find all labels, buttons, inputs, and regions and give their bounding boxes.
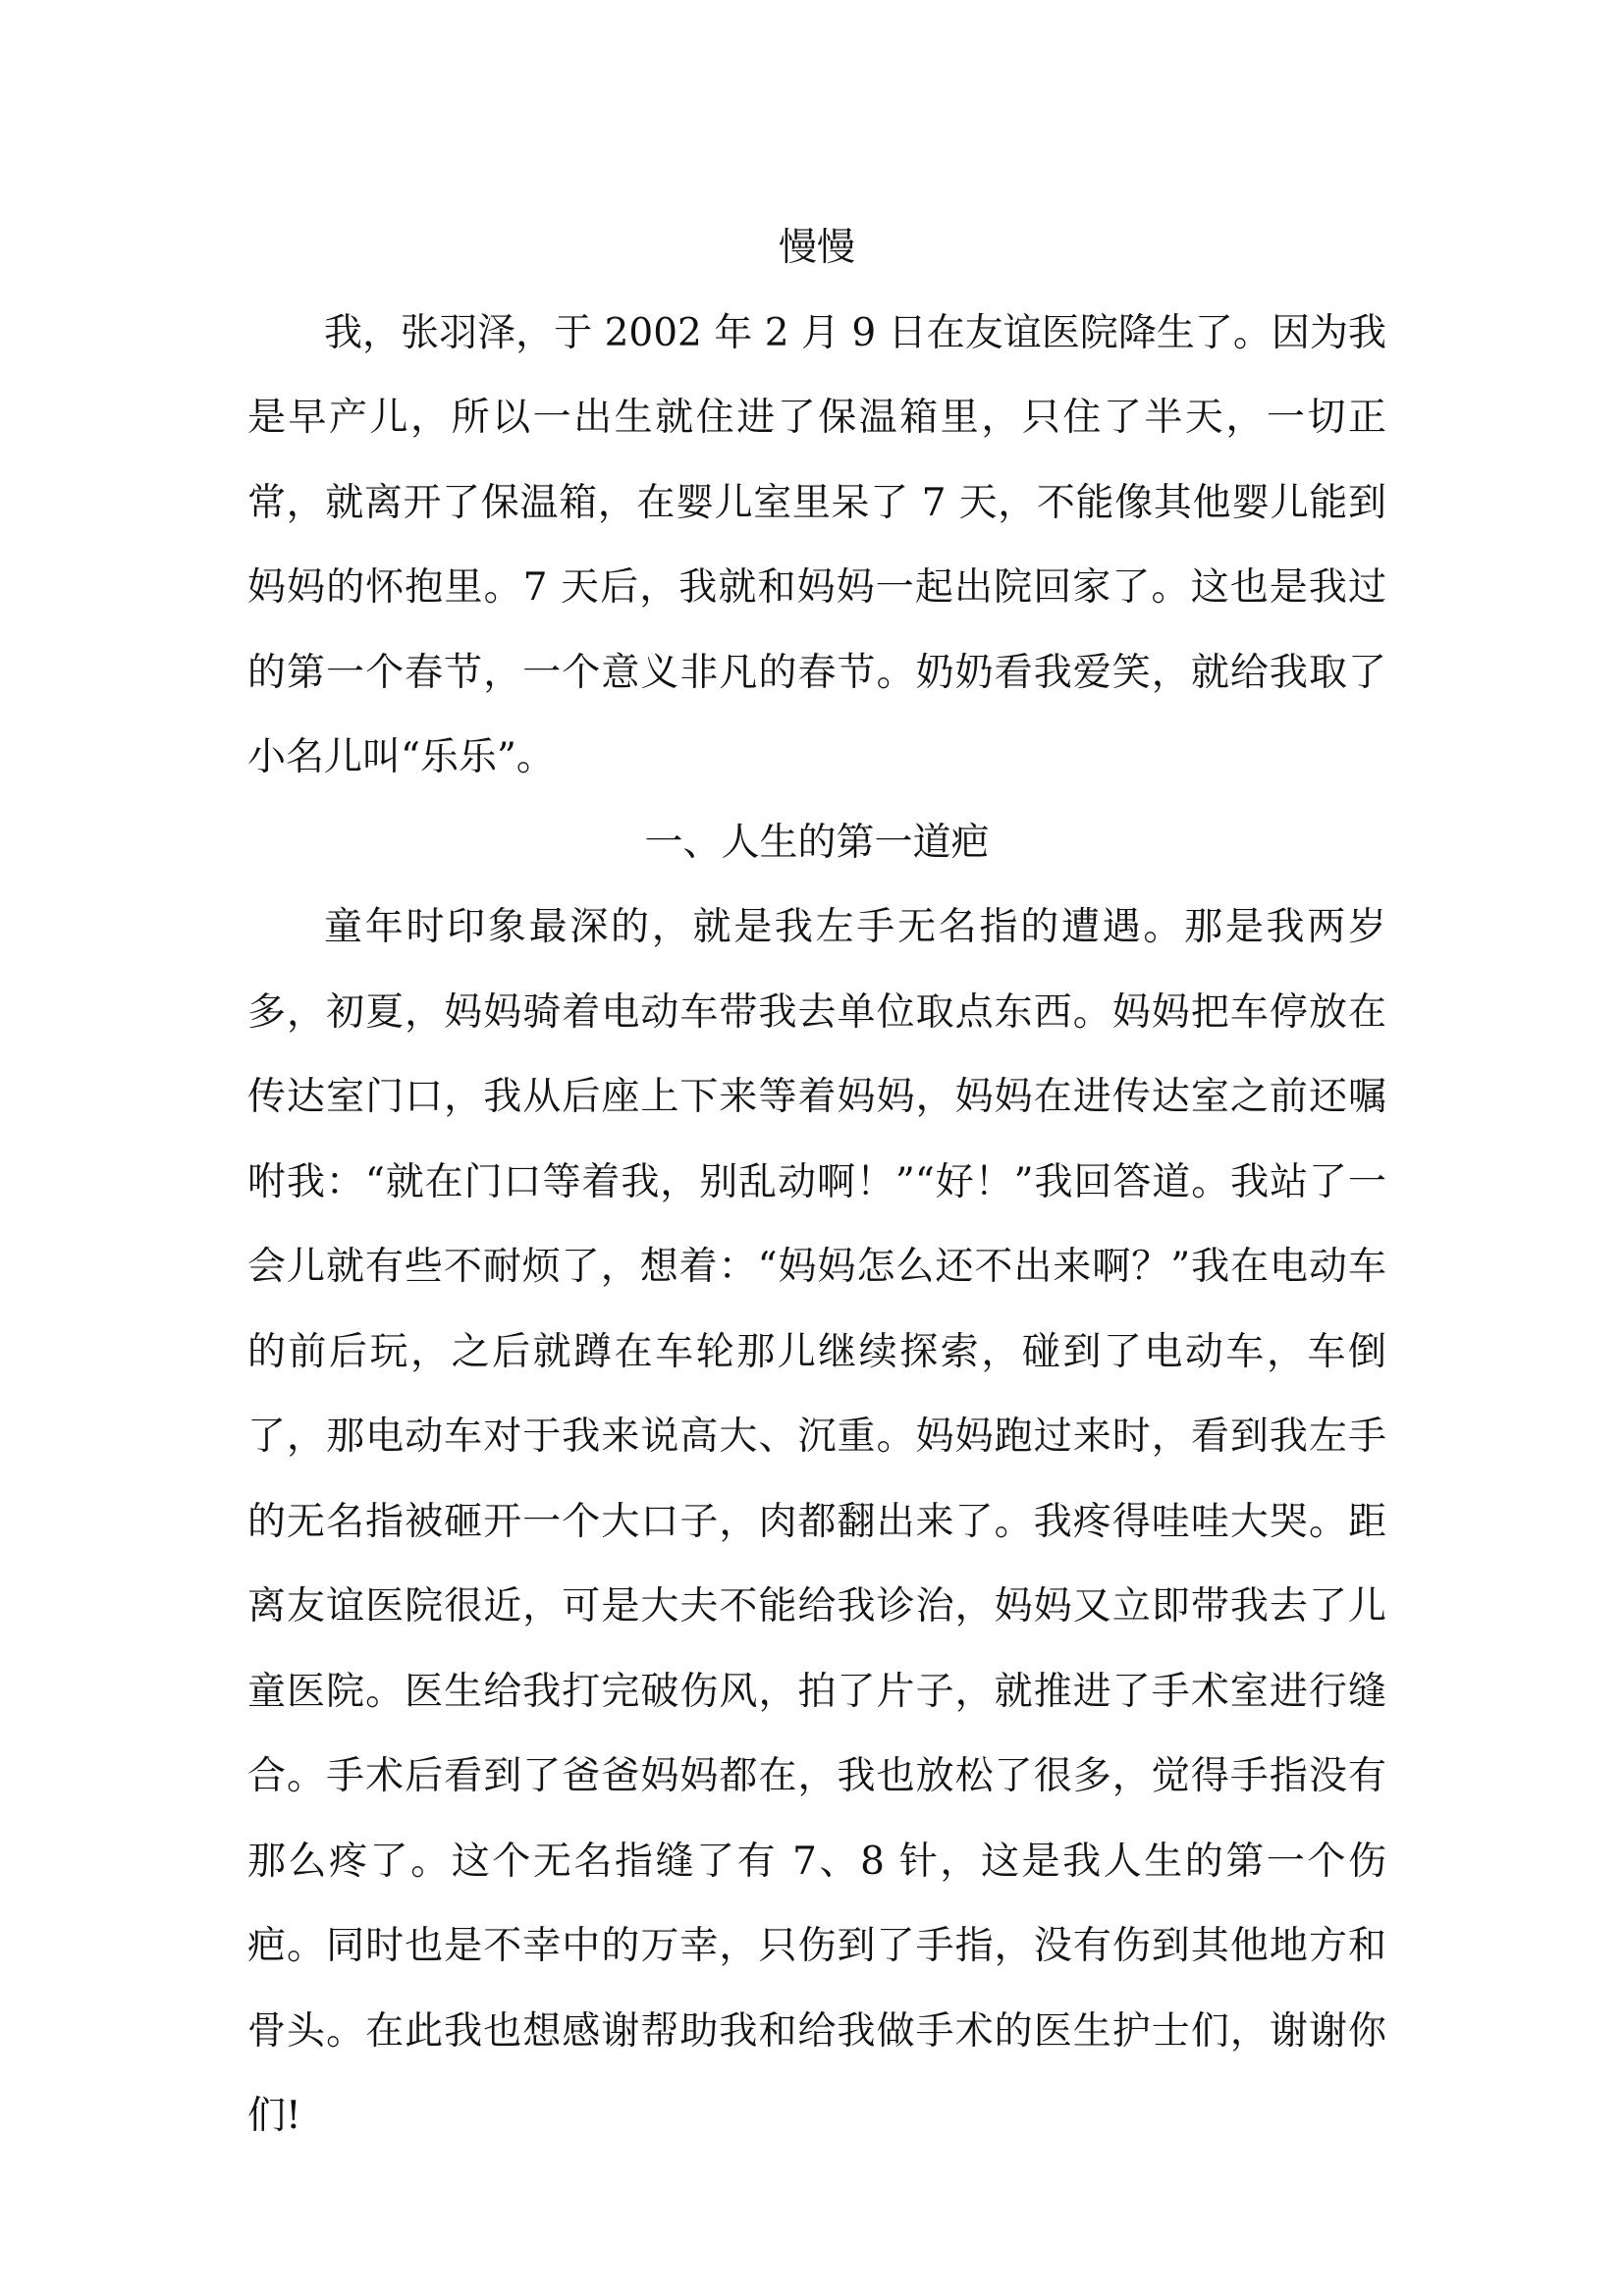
section-paragraph: 童年时印象最深的，就是我左手无名指的遭遇。那是我两岁多，初夏，妈妈骑着电动车带我去单位取点东西。妈妈把车停放在传达室门口，我从后座上下来等着妈妈，妈妈在进传达室之前还嘱咐我：“就在门口等着我，别乱动啊！”“好！”我回答道。我站了一会儿就有些不耐烦了，想着：“妈妈怎么还不出来啊？”我在电动车的前后玩，之后就蹲在车轮那儿继续探索，碰到了电动车，车倒了，那电动车对于我来说高大、沉重。妈妈跑过来时，看到我左手的无名指被砸开一个大口子，肉都翻出来了。我疼得哇哇大哭。距离友谊医院很近，可是大夫不能给我诊治，妈妈又立即带我去了儿童医院。医生给我打完破伤风，拍了片子，就推进了手术室进行缝合。手术后看到了爸爸妈妈都在，我也放松了很多，觉得手指没有那么疼了。这个无名指缝了有 7、8 针，这是我人生的第一个伤疤。同时也是不幸中的万幸，只伤到了手指，没有伤到其他地方和骨头。在此我也想感谢帮助我和给我做手术的医生护士们，谢谢你们! (247, 905, 1386, 2138)
intro-paragraph: 我，张羽泽，于 2002 年 2 月 9 日在友谊医院降生了。因为我是早产儿，所以一出生就住进了保温箱里，只住了半天，一切正常，就离开了保温箱，在婴儿室里呆了 7 天，不能像其他婴儿能到妈妈的怀抱里。7 天后，我就和妈妈一起出院回家了。这也是我过的第一个春节，一个意义非凡的春节。奶奶看我爱笑，就给我取了小名儿叫“乐乐”。 (247, 310, 1386, 779)
document-body (247, 206, 1386, 2160)
document-title: 慢慢 (778, 226, 855, 270)
section-heading: 一、人生的第一道疤 (644, 820, 990, 865)
